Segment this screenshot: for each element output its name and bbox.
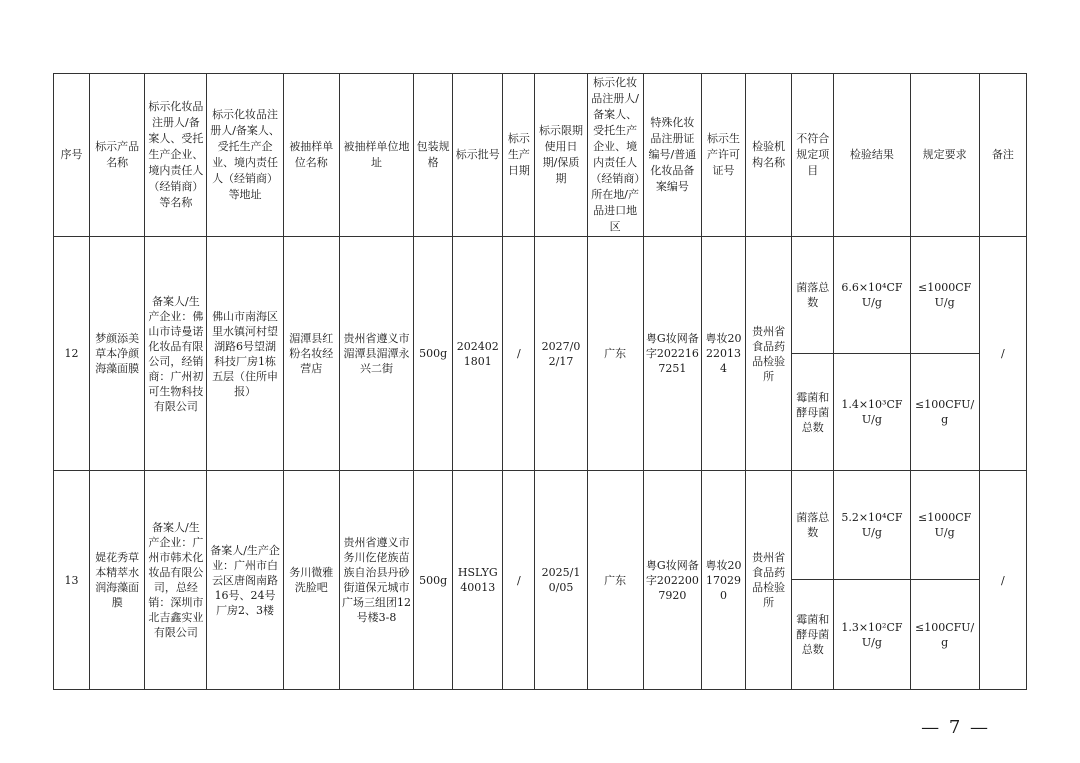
header-sampled-address: 被抽样单位地址 [339,74,413,237]
header-result: 检验结果 [834,74,910,237]
cell-special-code: 粤G妆网备字2022007920 [643,471,701,690]
cell-item-name: 霉菌和酵母菌总数 [792,580,834,690]
cell-expiry: 2027/02/17 [535,237,587,471]
cell-item-result: 6.6×10⁴CFU/g [834,237,910,354]
table-row [54,471,1027,580]
header-remark: 备注 [979,74,1026,237]
cell-remark: / [979,471,1026,690]
cell-sampled-address: 贵州省遵义市湄潭县湄潭永兴二街 [339,237,413,471]
cell-seq: 13 [54,471,90,690]
inspection-table [53,73,1027,690]
cell-lab: 贵州省食品药品检验所 [746,237,792,471]
cell-production-date: / [503,471,535,690]
cell-batch: 2024021801 [453,237,503,471]
cell-origin: 广东 [587,237,643,471]
cell-seq: 12 [54,237,90,471]
cell-registrant-name: 备案人/生产企业：佛山市诗曼诺化妆品有限公司，经销商：广州初可生物科技有限公司 [145,237,207,471]
cell-product: 媞花秀草本精萃水润海藻面膜 [90,471,145,690]
cell-registrant-name: 备案人/生产企业：广州市韩术化妆品有限公司，总经销：深圳市北吉鑫实业有限公司 [145,471,207,690]
cell-registrant-address: 佛山市南海区里水镇河村望湖路6号望湖科技厂房1栋五层（住所申报） [207,237,283,471]
header-row [54,74,1027,237]
cell-item-requirement: ≤100CFU/g [910,354,979,471]
cell-item-result: 1.4×10³CFU/g [834,354,910,471]
cell-item-name: 霉菌和酵母菌总数 [792,354,834,471]
header-sampled-unit: 被抽样单位名称 [283,74,339,237]
cell-package: 500g [414,237,453,471]
cell-product: 梦颜添美草本净颜海藻面膜 [90,237,145,471]
cell-sampled-address: 贵州省遵义市务川仡佬族苗族自治县丹砂街道保元城市广场三组团12号楼3-8 [339,471,413,690]
cell-registrant-address: 备案人/生产企业：广州市白云区唐阁南路16号、24号厂房2、3楼 [207,471,283,690]
cell-item-name: 菌落总数 [792,237,834,354]
cell-license: 粤妆20220134 [701,237,745,471]
header-production-date: 标示生产日期 [503,74,535,237]
cell-batch: HSLYG40013 [453,471,503,690]
header-lab: 检验机构名称 [746,74,792,237]
cell-item-requirement: ≤1000CFU/g [910,237,979,354]
cell-item-name: 菌落总数 [792,471,834,580]
header-requirement: 规定要求 [910,74,979,237]
cell-production-date: / [503,237,535,471]
cell-sampled-unit: 湄潭县红粉名妆经营店 [283,237,339,471]
cell-item-requirement: ≤100CFU/g [910,580,979,690]
page-number: — 7 — [921,717,990,738]
header-special-code: 特殊化妆品注册证编号/普通化妆品备案编号 [643,74,701,237]
cell-license: 粤妆20170290 [701,471,745,690]
cell-remark: / [979,237,1026,471]
cell-item-result: 1.3×10²CFU/g [834,580,910,690]
cell-expiry: 2025/10/05 [535,471,587,690]
table-row [54,237,1027,354]
header-origin: 标示化妆品注册人/备案人、受托生产企业、境内责任人（经销商）所在地/产品进口地区 [587,74,643,237]
header-registrant-address: 标示化妆品注册人/备案人、受托生产企业、境内责任人（经销商）等地址 [207,74,283,237]
header-package: 包装规格 [414,74,453,237]
cell-origin: 广东 [587,471,643,690]
header-license: 标示生产许可证号 [701,74,745,237]
cell-lab: 贵州省食品药品检验所 [746,471,792,690]
header-batch: 标示批号 [453,74,503,237]
header-product: 标示产品名称 [90,74,145,237]
cell-item-requirement: ≤1000CFU/g [910,471,979,580]
cell-sampled-unit: 务川微雅洗脸吧 [283,471,339,690]
header-expiry: 标示限期使用日期/保质期 [535,74,587,237]
header-seq: 序号 [54,74,90,237]
cell-package: 500g [414,471,453,690]
header-nonconforming-item: 不符合规定项目 [792,74,834,237]
header-registrant-name: 标示化妆品注册人/备案人、受托生产企业、境内责任人（经销商）等名称 [145,74,207,237]
cell-item-result: 5.2×10⁴CFU/g [834,471,910,580]
cell-special-code: 粤G妆网备字2022167251 [643,237,701,471]
